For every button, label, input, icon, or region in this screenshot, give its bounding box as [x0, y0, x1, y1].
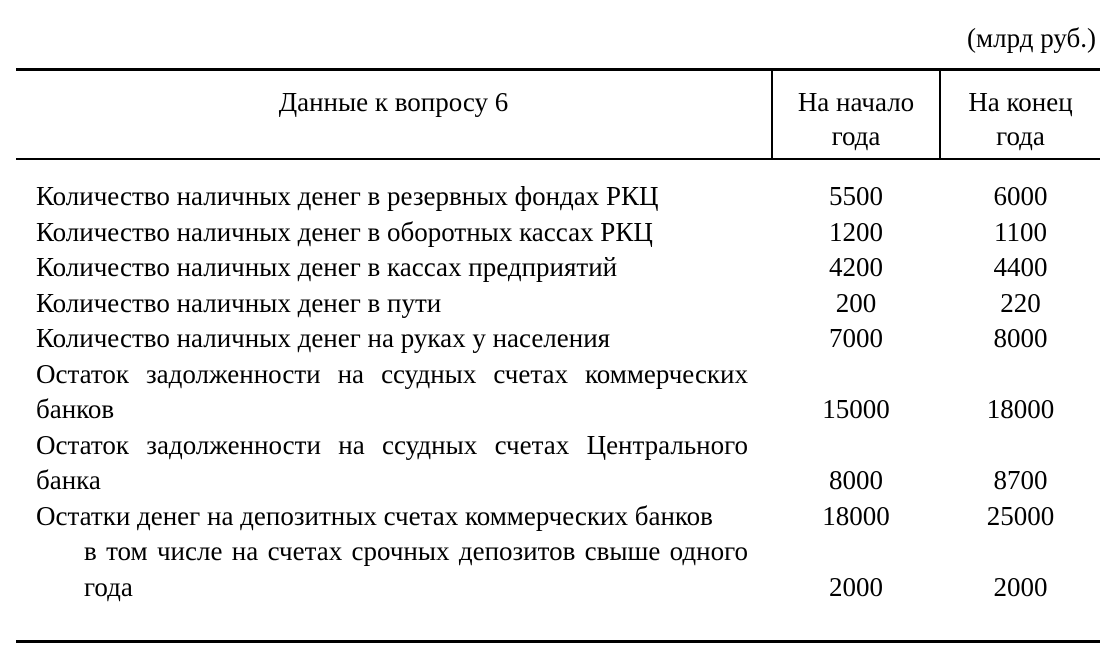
header-end: На конец года: [968, 87, 1073, 151]
row-end-value: 1100: [994, 216, 1047, 247]
table-row: [16, 286, 1100, 322]
row-label: Остаток задолженности на ссудных счетах Центрального банка: [36, 429, 748, 495]
row-end-value: 18000: [986, 394, 1055, 424]
row-start-value: 4200: [829, 252, 883, 282]
row-start-value: 200: [835, 287, 877, 318]
row-end-value: 2000: [993, 571, 1048, 602]
row-end-value: 6000: [993, 181, 1048, 211]
unit-label: (млрд руб.): [967, 23, 1096, 53]
table-row: [16, 321, 1100, 357]
table-body: [16, 179, 1100, 605]
row-label: Количество наличных денег в оборотных кассах РКЦ: [36, 216, 653, 247]
row-start-value: 15000: [822, 394, 890, 424]
table-row: [16, 179, 1100, 215]
row-start-value: 18000: [822, 500, 890, 531]
table-row: [16, 428, 1100, 499]
row-label: Количество наличных денег в кассах предприятий: [36, 252, 618, 282]
table-row: [16, 215, 1100, 251]
table-header: [16, 71, 1100, 160]
row-start-value: 7000: [829, 323, 883, 353]
row-start-value: 5500: [829, 181, 883, 211]
row-label: Количество наличных денег в резервных фондах РКЦ: [36, 181, 659, 211]
table-row: [16, 250, 1100, 286]
header-start: На начало года: [797, 87, 915, 151]
row-end-value: 8700: [993, 465, 1048, 495]
table-row: [16, 534, 1100, 605]
row-label: Остатки денег на депозитных счетах коммерческих банков: [36, 500, 713, 531]
row-start-value: 2000: [829, 571, 883, 602]
row-end-value: 4400: [993, 252, 1048, 282]
table-row: [16, 499, 1100, 535]
row-end-value: 8000: [993, 323, 1048, 353]
row-label: Количество наличных денег в пути: [36, 287, 442, 318]
row-label: Количество наличных денег на руках у населения: [36, 323, 611, 353]
row-start-value: 8000: [829, 465, 883, 495]
table-row: [16, 357, 1100, 428]
row-end-value: 25000: [986, 500, 1055, 531]
row-start-value: 1200: [829, 216, 883, 247]
row-label: Остаток задолженности на ссудных счетах коммерческих банков: [36, 358, 748, 424]
row-label: в том числе на счетах срочных депозитов свыше одного года: [84, 536, 748, 602]
data-table: [16, 68, 1100, 643]
header-label: Данные к вопросу 6: [278, 87, 509, 117]
row-end-value: 220: [1000, 287, 1041, 318]
